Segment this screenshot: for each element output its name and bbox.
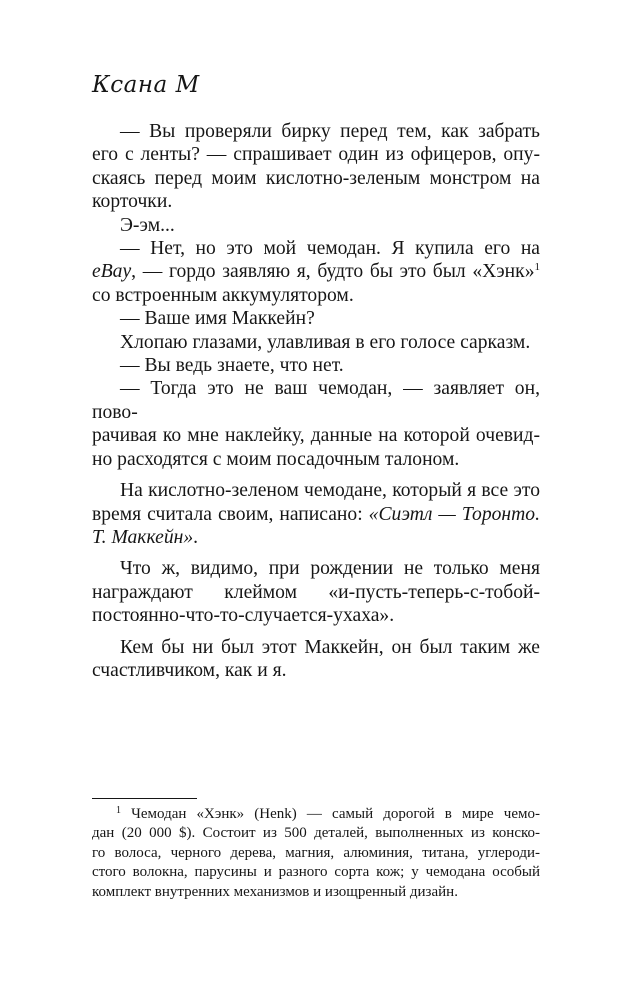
- text-line: — Нет, но это мой чемодан. Я купила его на: [120, 238, 540, 260]
- label-text: «Сиэтл — Торонто.: [368, 503, 540, 525]
- label-text: Т. Маккейн»: [92, 526, 194, 548]
- text-line: со встроенным аккумулятором.: [92, 284, 354, 306]
- text-line: Э-эм...: [120, 214, 175, 236]
- text-line: рачивая ко мне наклейку, данные на которой очевид-: [92, 425, 540, 447]
- text-line: счастливчиком, как и я.: [92, 659, 287, 681]
- main-text: [92, 120, 540, 682]
- paragraph: [92, 237, 540, 307]
- footnote-marker: 1: [116, 805, 121, 816]
- paragraph: [92, 636, 540, 683]
- footnote-line: дан (20 000 $). Состоит из 500 деталей, выполненных из конско-: [92, 825, 540, 842]
- paragraph: [92, 377, 540, 471]
- paragraph: [92, 331, 540, 354]
- text-line: скаясь перед моим кислотно-зеленым монстром на: [92, 167, 540, 189]
- text-line: награждают клеймом «и-пусть-теперь-с-тобой-: [92, 581, 540, 603]
- footnote: [92, 805, 540, 902]
- text-line: — Тогда это не ваш чемодан, — заявляет он, пово-: [92, 378, 540, 423]
- footnote-line: [92, 805, 540, 824]
- text-span: Чемодан «Хэнк» (Henk) — самый дорогой в мире чемо-: [131, 806, 541, 822]
- text-line: но расходятся с моим посадочным талоном.: [92, 448, 460, 470]
- text-line: [92, 526, 540, 549]
- brand-name: eBay: [92, 261, 132, 283]
- text-line: его с ленты? — спрашивает один из офицеров, опу-: [92, 144, 540, 166]
- paragraph: [92, 307, 540, 330]
- footnote-line: го волоса, черного дерева, магния, алюминия, титана, углероди-: [92, 844, 540, 861]
- text-line: [92, 503, 540, 526]
- paragraph: [92, 214, 540, 237]
- text-line: — Вы ведь знаете, что нет.: [120, 355, 344, 377]
- text-line: постоянно-что-то-случается-ухаха».: [92, 605, 395, 627]
- text-span: .: [193, 526, 199, 548]
- text-span: время считала своим, написано:: [92, 503, 369, 525]
- text-span: , — гордо заявляю я, будто бы это был «Хэнк»: [131, 261, 535, 283]
- text-line: [92, 260, 540, 283]
- text-line: — Вы проверяли бирку перед тем, как забрать: [120, 121, 540, 142]
- text-line: Хлопаю глазами, улавливая в его голосе сарказм.: [120, 331, 531, 353]
- footnote-ref: 1: [534, 261, 540, 274]
- text-line: Что ж, видимо, при рождении не только меня: [120, 558, 540, 580]
- paragraph: [92, 120, 540, 214]
- paragraph: [92, 479, 540, 549]
- running-header: Ксана М: [92, 72, 200, 98]
- paragraph: [92, 354, 540, 377]
- text-line: На кислотно-зеленом чемодане, который я все это: [120, 480, 540, 502]
- footnote-line: стого волокна, парусины и разного сорта кож; у чемодана особый: [92, 864, 540, 881]
- text-line: Кем бы ни был этот Маккейн, он был таким же: [120, 636, 540, 658]
- paragraph: [92, 557, 540, 627]
- footnote-divider: [92, 798, 197, 799]
- text-line: — Ваше имя Маккейн?: [120, 308, 315, 330]
- text-line: корточки.: [92, 191, 173, 213]
- footnote-line: комплект внутренних механизмов и изощренный дизайн.: [92, 883, 458, 900]
